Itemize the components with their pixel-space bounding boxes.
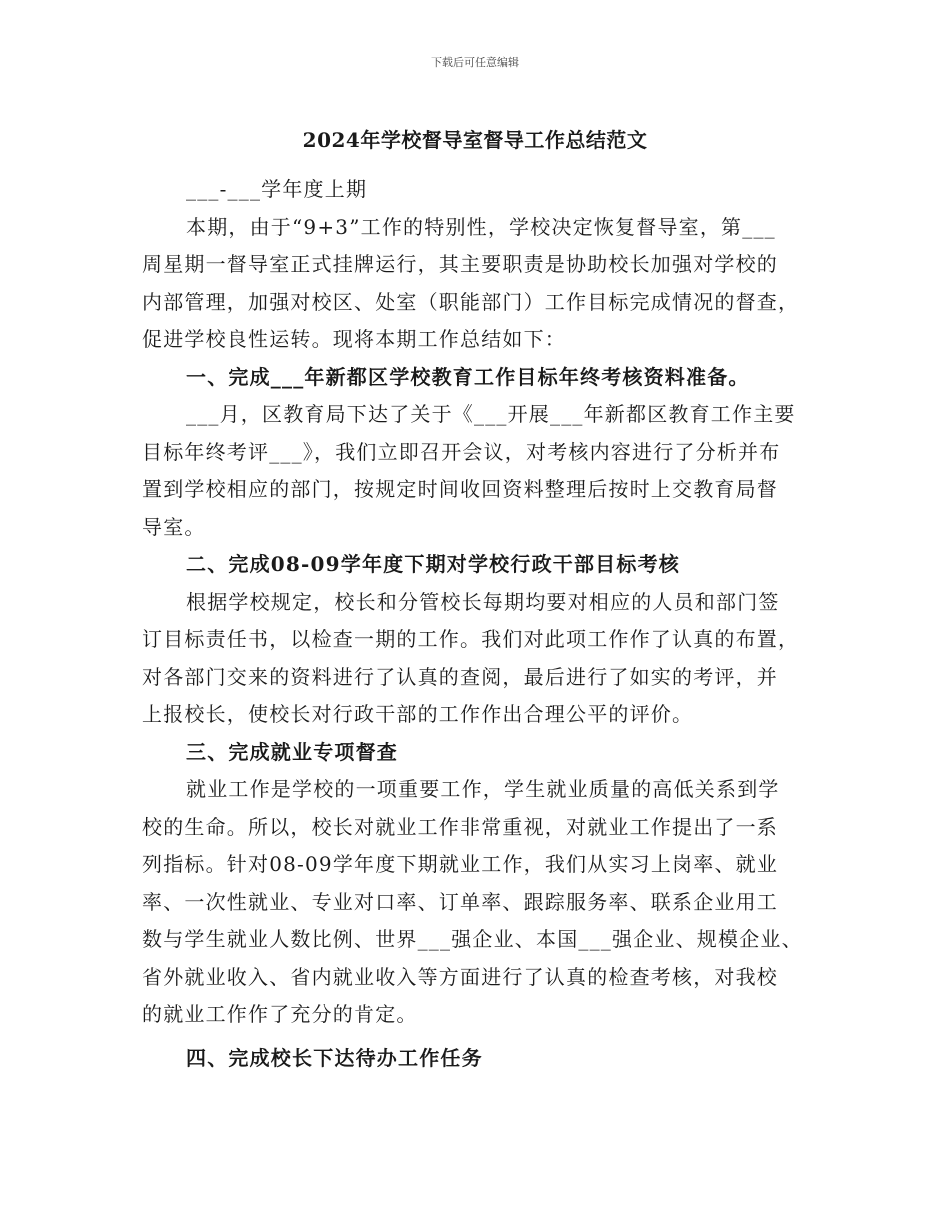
text-line: ___-___学年度上期 xyxy=(186,177,368,201)
section-heading: 三、完成就业专项督查 xyxy=(186,739,398,764)
text-line: 省外就业收入、省内就业收入等方面进行了认真的检查考核，对我校 xyxy=(142,964,778,989)
text-line: 列指标。针对08-09学年度下期就业工作，我们从实习上岗率、就业 xyxy=(142,852,779,876)
text-line: 根据学校规定，校长和分管校长每期均要对相应的人员和部门签 xyxy=(186,589,780,614)
text-line: ___月，区教育局下达了关于《___开展___年新都区教育工作主要 xyxy=(186,402,796,426)
text-line: 内部管理，加强对校区、处室（职能部门）工作目标完成情况的督查， xyxy=(142,289,800,314)
text-line: 导室。 xyxy=(142,514,206,539)
text-line: 上报校长，使校长对行政干部的工作作出合理公平的评价。 xyxy=(142,702,694,726)
section-heading: 四、完成校长下达待办工作任务 xyxy=(186,1045,483,1070)
text-line: 订目标责任书，以检查一期的工作。我们对此项工作作了认真的布置， xyxy=(142,627,800,651)
text-line: 数与学生就业人数比例、世界___强企业、本国___强企业、规模企业、 xyxy=(142,927,803,951)
text-line: 周星期一督导室正式挂牌运行，其主要职责是协助校长加强对学校的 xyxy=(142,252,778,276)
text-line: 促进学校良性运转。现将本期工作总结如下： xyxy=(142,327,566,351)
section-heading: 一、完成___年新都区学校教育工作目标年终考核资料准备。 xyxy=(186,364,750,389)
section-heading: 二、完成08-09学年度下期对学校行政干部目标考核 xyxy=(186,552,680,576)
text-line: 率、一次性就业、专业对口率、订单率、跟踪服务率、联系企业用工 xyxy=(142,889,778,914)
text-line: 本期，由于“9+3”工作的特别性，学校决定恢复督导室，第___ xyxy=(186,214,776,239)
text-line: 目标年终考评___》，我们立即召开会议，对考核内容进行了分析并布 xyxy=(142,439,781,464)
document-body xyxy=(142,171,822,1077)
document-title: 2024年学校督导室督导工作总结范文 xyxy=(302,128,648,152)
text-line: 的就业工作作了充分的肯定。 xyxy=(142,1002,418,1026)
text-line: 对各部门交来的资料进行了认真的查阅，最后进行了如实的考评，并 xyxy=(142,664,778,689)
text-line: 校的生命。所以，校长对就业工作非常重视，对就业工作提出了一系 xyxy=(142,814,778,839)
header-note: 下载后可任意编辑 xyxy=(431,56,519,69)
text-line: 置到学校相应的部门，按规定时间收回资料整理后按时上交教育局督 xyxy=(142,477,778,501)
text-line: 就业工作是学校的一项重要工作，学生就业质量的高低关系到学 xyxy=(186,777,780,801)
